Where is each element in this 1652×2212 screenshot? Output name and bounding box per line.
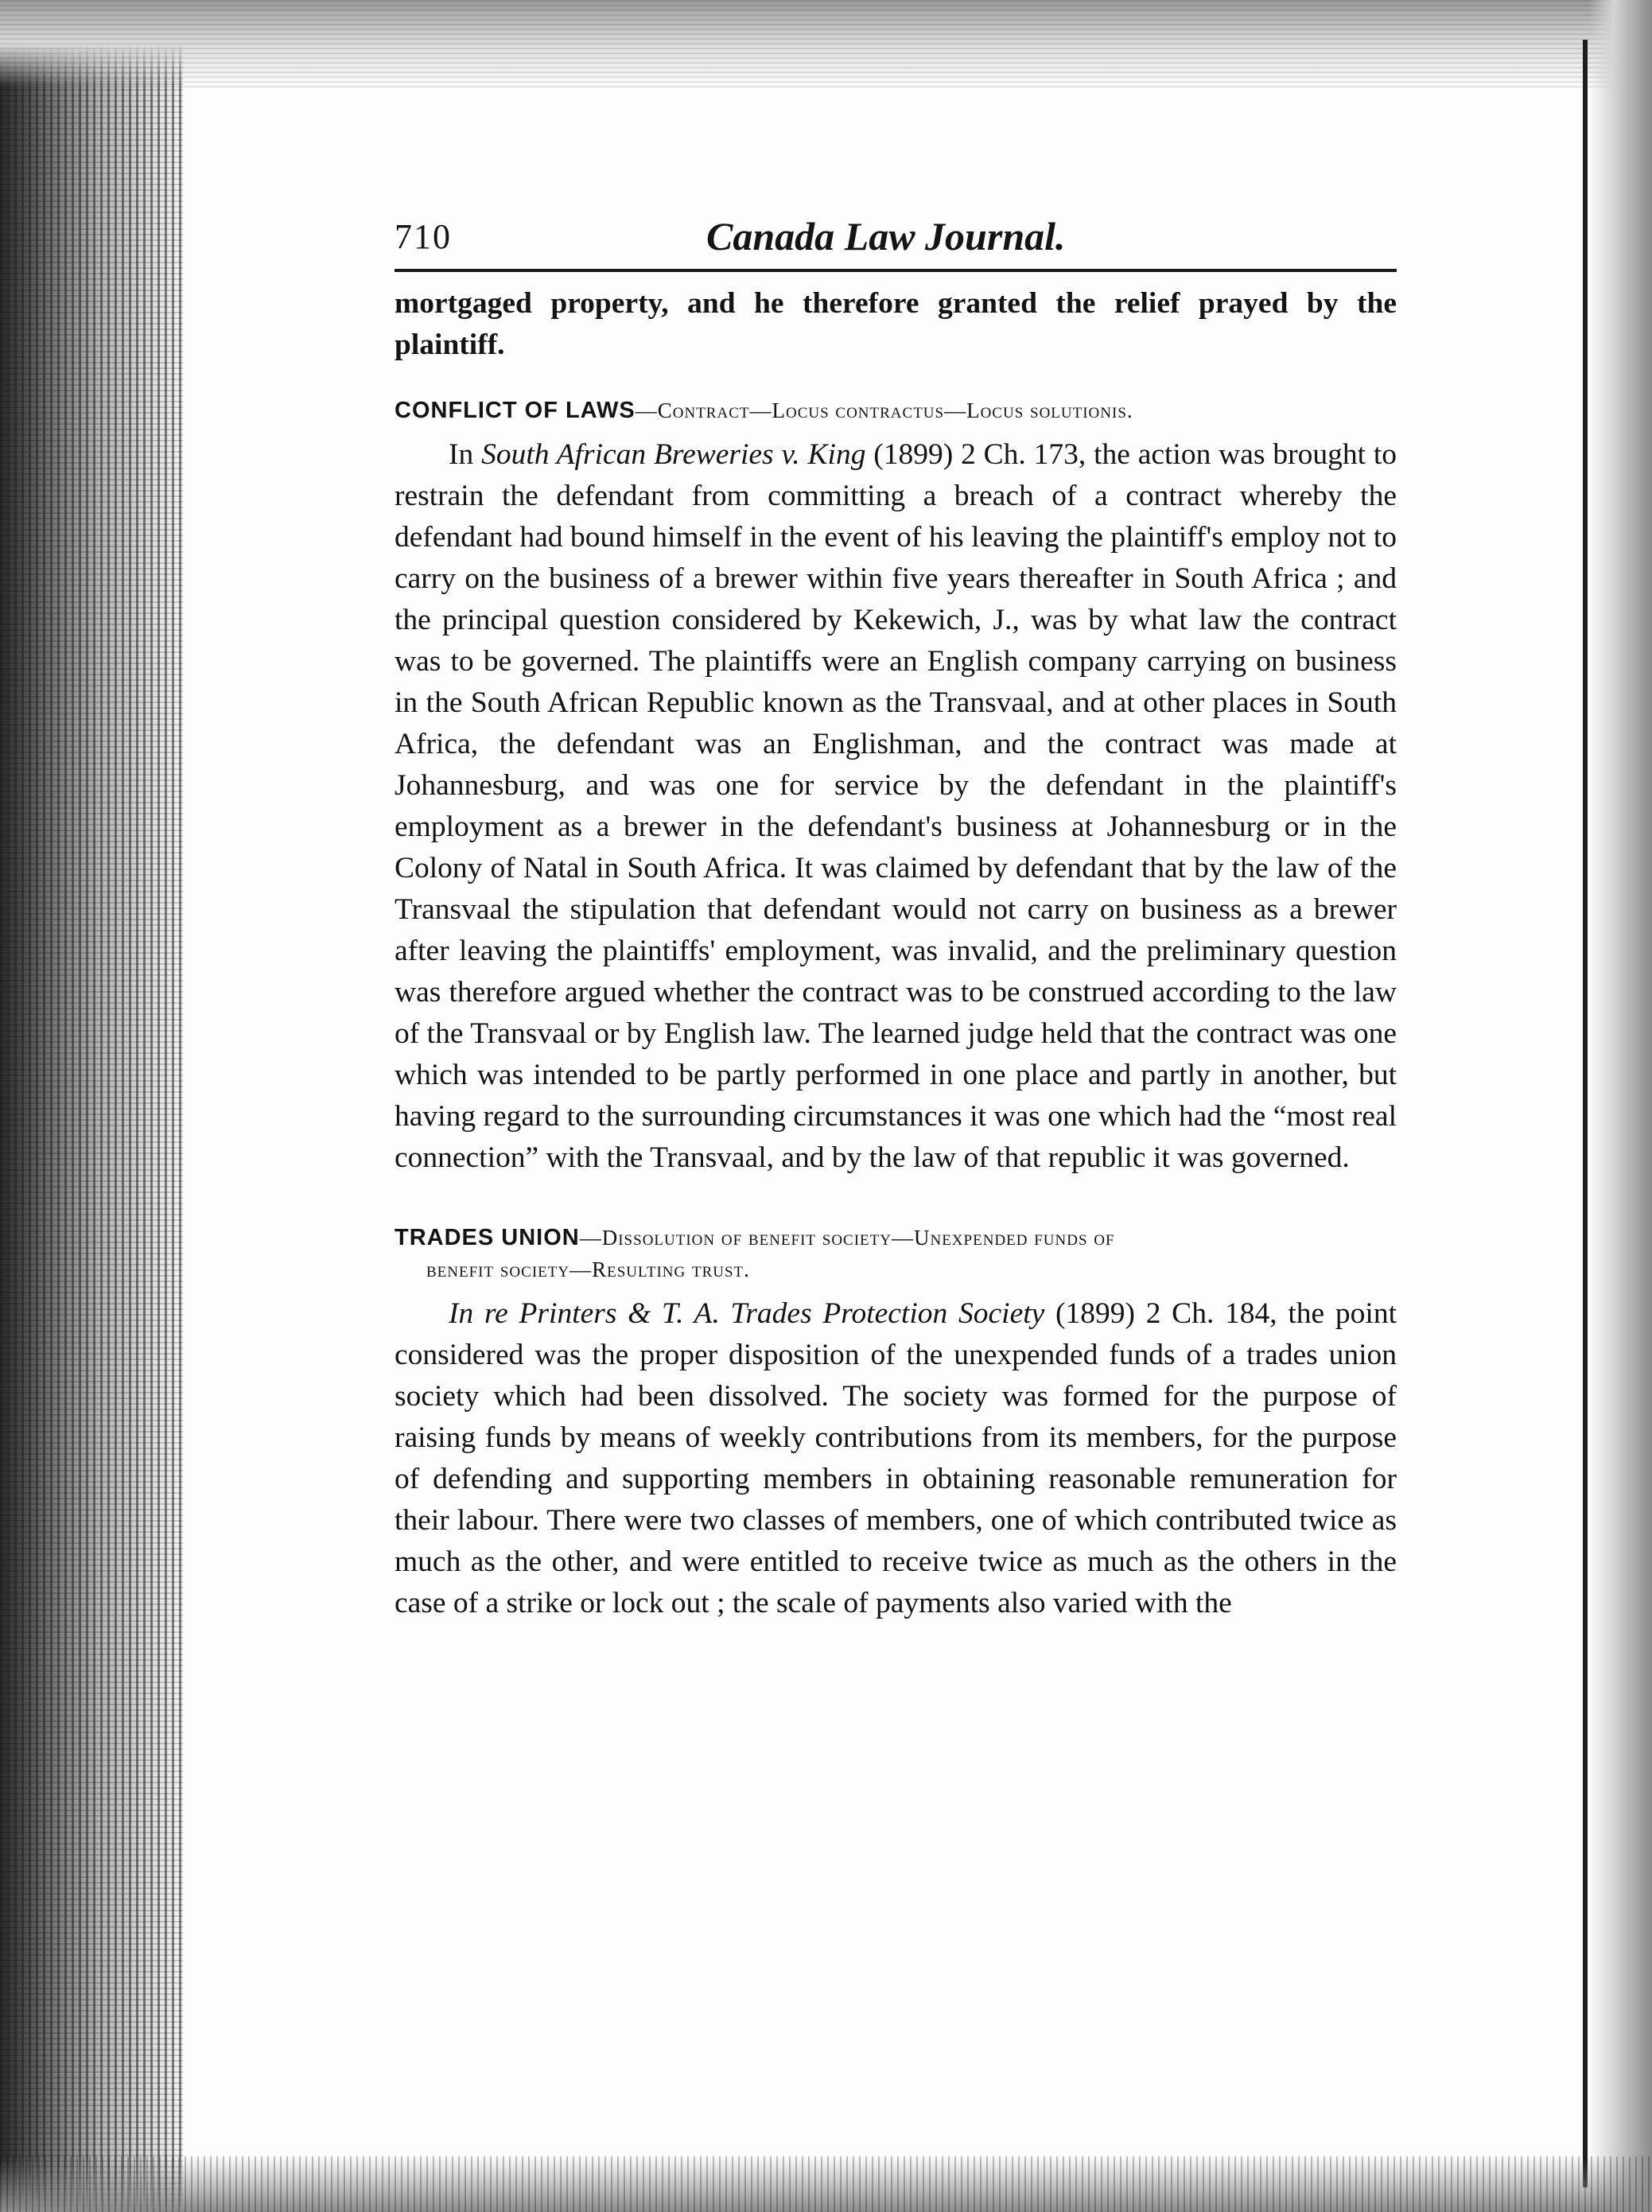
scan-edge-bottom: [0, 2156, 1652, 2212]
case-text: (1899) 2 Ch. 184, the point considered was the proper disposition of the unexpended funds of a trades union society which had been dissolved. The society was formed for the purpose of raising funds by means of weekly contributions from its members, for the purpose of defending and supporting members in obtaining reasonable remuneration for their labour. There were two classes of members, one of which contributed twice as much as the other, and were entitled to receive twice as much as the others in the case of a strike or lock out ; the scale of payments also varied with the: [395, 1297, 1397, 1619]
journal-title: Canada Law Journal.: [706, 214, 1066, 259]
scan-edge-right: [1588, 0, 1652, 2212]
section-heading: [395, 395, 1397, 426]
section-heading: [395, 1222, 1397, 1285]
section-heading-continuation: benefit society—Resulting trust.: [426, 1258, 750, 1281]
section-heading-sub: —Dissolution of benefit society—Unexpended funds of: [579, 1226, 1115, 1250]
section-body: [395, 434, 1397, 1179]
scan-edge-top: [0, 0, 1652, 87]
section-conflict-of-laws: [395, 395, 1397, 1179]
case-prefix: In: [449, 438, 482, 471]
case-text: (1899) 2 Ch. 173, the action was brought to restrain the defendant from committing a breach of a contract whereby the defendant had bound himself in the event of his leaving the plaintiff's employ not to carry on the business of a brewer within five years thereafter in South Africa ; and the principal question considered by Kekewich, J., was by what law the contract was to be governed. The plaintiffs were an English company carrying on business in the South African Republic known as the Transvaal, and at other places in South Africa, the defendant was an Englishman, and the contract was made at Johannesburg, and was one for service by the defendant in the plaintiff's employment as a brewer in the defendant's business at Johannesburg or in the Colony of Natal in South Africa. It was claimed by defendant that by the law of the Transvaal the stipulation that defendant would not carry on business as a brewer after leaving the plaintiffs' employment, was invalid, and the preliminary question was therefore argued whether the contract was to be construed according to the law of the Transvaal or by English law. The learned judge held that the contract was one which was intended to be partly performed in one place and partly in another, but having regard to the surrounding circumstances it was one which had the “most real connection” with the Transvaal, and by the law of that republic it was governed.: [395, 438, 1397, 1174]
page-header: [395, 213, 1397, 272]
section-body: [395, 1293, 1397, 1624]
section-heading-sub: —Contract—Locus contractus—Locus solutionis.: [635, 398, 1133, 422]
page-number: 710: [395, 217, 452, 256]
scan-edge-left: [0, 0, 183, 2212]
lead-paragraph: mortgaged property, and he therefore granted the relief prayed by the plaintiff.: [395, 287, 1397, 361]
journal-page: [395, 213, 1397, 1624]
case-name: In re Printers & T. A. Trades Protection Society: [449, 1297, 1045, 1330]
case-name: South African Breweries v. King: [481, 438, 866, 471]
section-trades-union: [395, 1222, 1397, 1624]
scan-edge-right-line: [1583, 40, 1588, 2187]
section-heading-main: CONFLICT OF LAWS: [395, 398, 636, 423]
section-heading-main: TRADES UNION: [395, 1225, 580, 1250]
